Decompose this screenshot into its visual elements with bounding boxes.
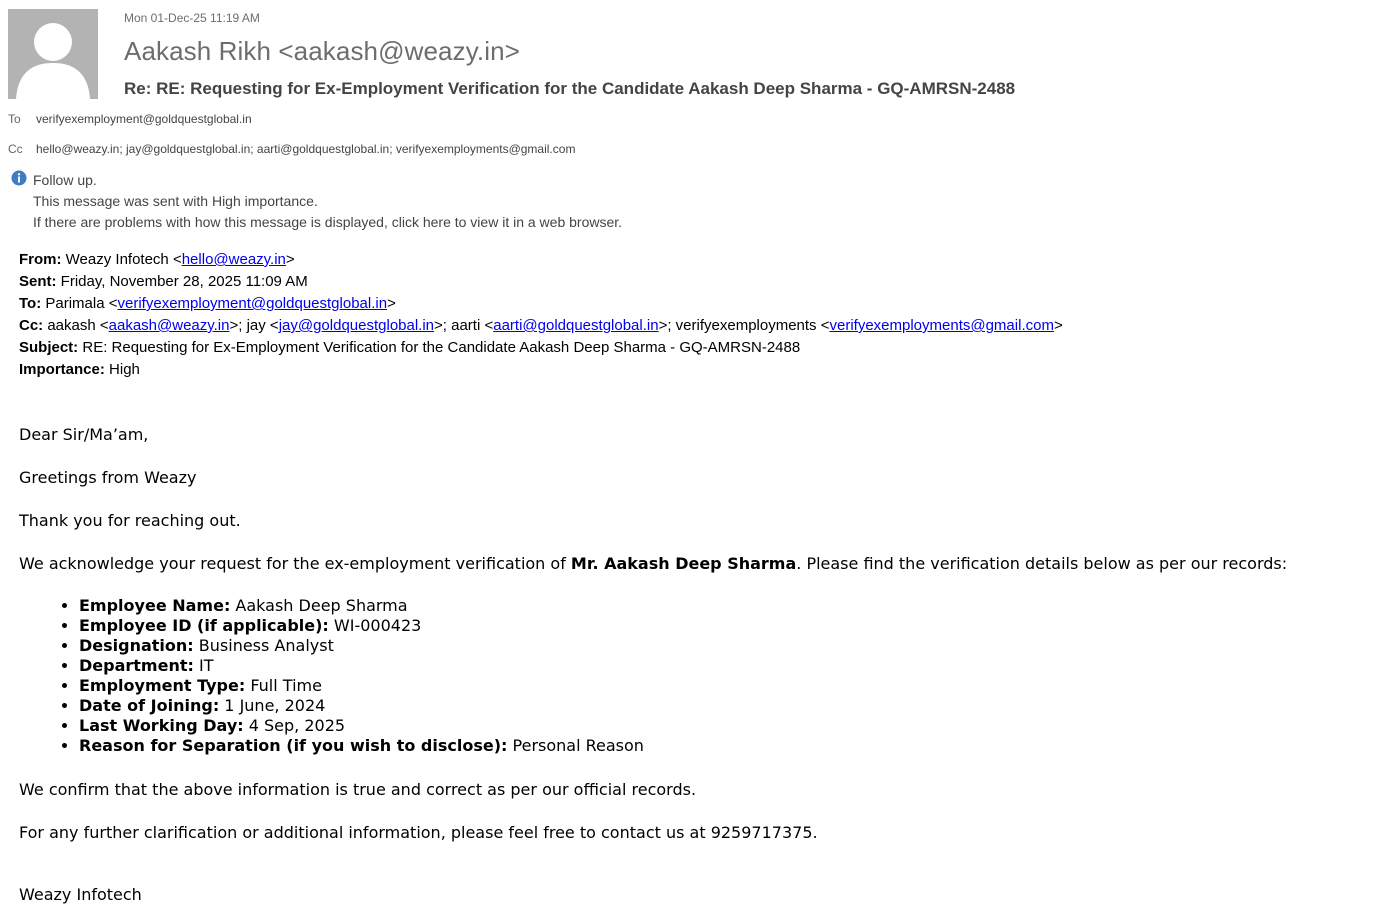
- cc-label: Cc: [8, 142, 23, 156]
- to-label: To: [8, 112, 21, 126]
- detail-label: Department:: [79, 656, 194, 675]
- sender-avatar: [8, 9, 98, 99]
- orig-from-email-link[interactable]: hello@weazy.in: [181, 251, 286, 268]
- detail-label: Designation:: [79, 636, 194, 655]
- orig-subject-row: [19, 337, 1063, 359]
- detail-value: Personal Reason: [507, 736, 644, 755]
- orig-sent-value: Friday, November 28, 2025 11:09 AM: [56, 273, 308, 290]
- candidate-name: Mr. Aakash Deep Sharma: [570, 554, 797, 573]
- signature: Weazy Infotech: [19, 885, 142, 904]
- list-item: [79, 596, 644, 616]
- detail-value: WI-000423: [328, 616, 422, 635]
- bracket: >: [1053, 317, 1063, 334]
- orig-cc-email-link[interactable]: aakash@weazy.in: [108, 317, 230, 334]
- person-icon: [8, 9, 98, 99]
- detail-value: Aakash Deep Sharma: [230, 596, 408, 615]
- orig-sent-label: Sent:: [19, 273, 57, 290]
- body-greetings-from: Greetings from Weazy: [19, 468, 197, 487]
- body-thanks: Thank you for reaching out.: [19, 511, 241, 530]
- cc-recipients[interactable]: hello@weazy.in; jay@goldquestglobal.in; aarti@goldquestglobal.in; verifyexemployments@gmail.com: [36, 142, 576, 156]
- follow-up-flag: Follow up.: [33, 172, 97, 188]
- info-bar: [33, 170, 622, 233]
- bracket: >: [387, 295, 396, 312]
- body-greeting: Dear Sir/Ma’am,: [19, 425, 149, 444]
- list-item: [79, 696, 644, 716]
- sender-name[interactable]: Aakash Rikh <aakash@weazy.in>: [124, 36, 520, 66]
- orig-importance-row: [19, 359, 1063, 381]
- ack-text: We acknowledge your request for the ex-employment verification of: [19, 554, 571, 573]
- list-item: [79, 636, 644, 656]
- detail-value: Business Analyst: [193, 636, 334, 655]
- message-subject: Re: RE: Requesting for Ex-Employment Verification for the Candidate Aakash Deep Sharma - GQ-AMRSN-2488: [124, 79, 1016, 98]
- list-item: [79, 676, 644, 696]
- detail-value: 4 Sep, 2025: [243, 716, 346, 735]
- verification-details-list: [19, 596, 644, 756]
- orig-importance-label: Importance:: [19, 361, 105, 378]
- orig-from-row: [19, 249, 1063, 271]
- detail-label: Employment Type:: [79, 676, 246, 695]
- orig-cc-name: >; jay <: [229, 317, 279, 334]
- importance-notice: This message was sent with High importance.: [33, 193, 318, 209]
- ack-text-end: . Please find the verification details below as per our records:: [796, 554, 1288, 573]
- orig-to-label: To:: [19, 295, 42, 312]
- orig-cc-row: [19, 315, 1063, 337]
- list-item: [79, 736, 644, 756]
- body-confirmation: We confirm that the above information is true and correct as per our official records.: [19, 780, 697, 799]
- list-item: [79, 616, 644, 636]
- orig-cc-name: >; verifyexemployments <: [658, 317, 830, 334]
- cc-recipients-row: [8, 142, 575, 156]
- detail-label: Employee ID (if applicable):: [79, 616, 329, 635]
- orig-cc-email-link[interactable]: jay@goldquestglobal.in: [278, 317, 435, 334]
- orig-from-label: From:: [19, 251, 62, 268]
- orig-subject-value: RE: Requesting for Ex-Employment Verification for the Candidate Aakash Deep Sharma - GQ-AMRSN-2488: [78, 339, 801, 356]
- body-contact: For any further clarification or additional information, please feel free to contact us at 9259717375.: [19, 823, 818, 842]
- orig-sent-row: [19, 271, 1063, 293]
- received-date: Mon 01-Dec-25 11:19 AM: [124, 11, 260, 25]
- detail-label: Last Working Day:: [79, 716, 244, 735]
- bracket: >: [285, 251, 295, 268]
- list-item: [79, 716, 644, 736]
- orig-to-name: Parimala <: [41, 295, 118, 312]
- orig-cc-label: Cc:: [19, 317, 44, 334]
- forwarded-header: [19, 249, 1063, 381]
- view-in-browser-link[interactable]: If there are problems with how this message is displayed, click here to view it in a web browser.: [33, 214, 623, 230]
- detail-label: Date of Joining:: [79, 696, 220, 715]
- orig-cc-name: >; aarti <: [434, 317, 494, 334]
- orig-to-email-link[interactable]: verifyexemployment@goldquestglobal.in: [117, 295, 388, 312]
- orig-cc-email-link[interactable]: verifyexemployments@gmail.com: [829, 317, 1054, 334]
- body-acknowledgement: [19, 554, 1287, 573]
- orig-subject-label: Subject:: [19, 339, 79, 356]
- to-recipients-row: [8, 112, 252, 126]
- orig-cc-email-link[interactable]: aarti@goldquestglobal.in: [493, 317, 659, 334]
- detail-value: IT: [193, 656, 214, 675]
- detail-value: Full Time: [245, 676, 322, 695]
- detail-label: Reason for Separation (if you wish to disclose):: [79, 736, 508, 755]
- to-recipients[interactable]: verifyexemployment@goldquestglobal.in: [36, 112, 252, 126]
- detail-value: 1 June, 2024: [219, 696, 326, 715]
- orig-to-row: [19, 293, 1063, 315]
- detail-label: Employee Name:: [79, 596, 231, 615]
- orig-importance-value: High: [104, 361, 140, 378]
- info-icon: [11, 170, 27, 186]
- orig-from-name: Weazy Infotech <: [61, 251, 182, 268]
- list-item: [79, 656, 644, 676]
- orig-cc-name: aakash <: [43, 317, 109, 334]
